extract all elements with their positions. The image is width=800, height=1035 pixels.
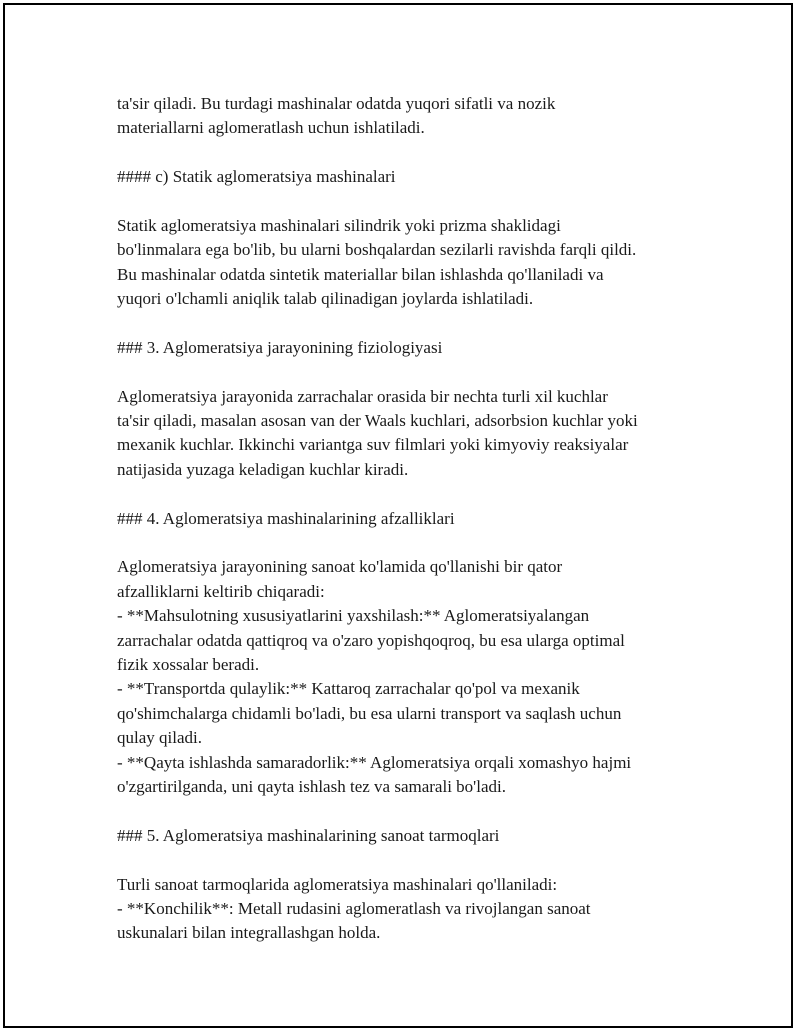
paragraph-line: Bu mashinalar odatda sintetik materiallar bilan ishlashda qo'llaniladi va <box>117 264 604 284</box>
section-heading: ### 4. Aglomeratsiya mashinalarining afzalliklari <box>117 508 455 528</box>
list-item-line: - **Qayta ishlashda samaradorlik:** Aglomeratsiya orqali xomashyo hajmi <box>117 752 632 772</box>
blank-line <box>117 848 717 872</box>
list-item-line: fizik xossalar beradi. <box>117 654 260 674</box>
paragraph-line: Turli sanoat tarmoqlarida aglomeratsiya mashinalari qo'llaniladi: <box>117 874 558 894</box>
paragraph-line: Aglomeratsiya jarayonida zarrachalar orasida bir nechta turli xil kuchlar <box>117 386 608 406</box>
paragraph-line: ta'sir qiladi, masalan asosan van der Waals kuchlari, adsorbsion kuchlar yoki <box>117 411 638 431</box>
paragraph-line: Statik aglomeratsiya mashinalari silindrik yoki prizma shaklidagi <box>117 215 561 235</box>
paragraph-line: afzalliklarni keltirib chiqaradi: <box>117 581 325 601</box>
list-item-line: - **Transportda qulaylik:** Kattaroq zarrachalar qo'pol va mexanik <box>117 679 580 699</box>
blank-line <box>117 190 717 214</box>
list-item-line: o'zgartirilganda, uni qayta ishlash tez va samarali bo'ladi. <box>117 776 506 796</box>
list-item-line: - **Mahsulotning xususiyatlarini yaxshilash:** Aglomeratsiyalangan <box>117 606 590 626</box>
paragraph-line: mexanik kuchlar. Ikkinchi variantga suv filmlari yoki kimyoviy reaksiyalar <box>117 435 629 455</box>
paragraph-line: yuqori o'lchamli aniqlik talab qilinadigan joylarda ishlatiladi. <box>117 289 534 309</box>
list-item-line: uskunalari bilan integrallashgan holda. <box>117 923 381 943</box>
blank-line <box>117 312 717 336</box>
paragraph-line: ta'sir qiladi. Bu turdagi mashinalar odatda yuqori sifatli va nozik <box>117 94 556 113</box>
list-item-line: qo'shimchalarga chidamli bo'ladi, bu esa ularni transport va saqlash uchun <box>117 703 622 723</box>
blank-line <box>117 360 717 384</box>
document-body <box>117 92 717 946</box>
section-heading: #### c) Statik aglomeratsiya mashinalari <box>117 167 396 187</box>
paragraph-line: bo'linmalara ega bo'lib, bu ularni boshqalardan sezilarli ravishda farqli qildi. <box>117 240 637 260</box>
paragraph-line: natijasida yuzaga keladigan kuchlar kiradi. <box>117 459 409 479</box>
blank-line <box>117 531 717 555</box>
blank-line <box>117 482 717 506</box>
list-item-line: qulay qiladi. <box>117 728 202 748</box>
section-heading: ### 5. Aglomeratsiya mashinalarining sanoat tarmoqlari <box>117 825 500 845</box>
list-item-line: - **Konchilik**: Metall rudasini aglomeratlash va rivojlangan sanoat <box>117 898 591 918</box>
paragraph-line: Aglomeratsiya jarayonining sanoat ko'lamida qo'llanishi bir qator <box>117 557 563 577</box>
blank-line <box>117 141 717 165</box>
section-heading: ### 3. Aglomeratsiya jarayonining fiziologiyasi <box>117 337 443 357</box>
paragraph-line: materiallarni aglomeratlash uchun ishlatiladi. <box>117 118 425 138</box>
list-item-line: zarrachalar odatda qattiqroq va o'zaro yopishqoqroq, bu esa ularga optimal <box>117 630 625 650</box>
blank-line <box>117 799 717 823</box>
